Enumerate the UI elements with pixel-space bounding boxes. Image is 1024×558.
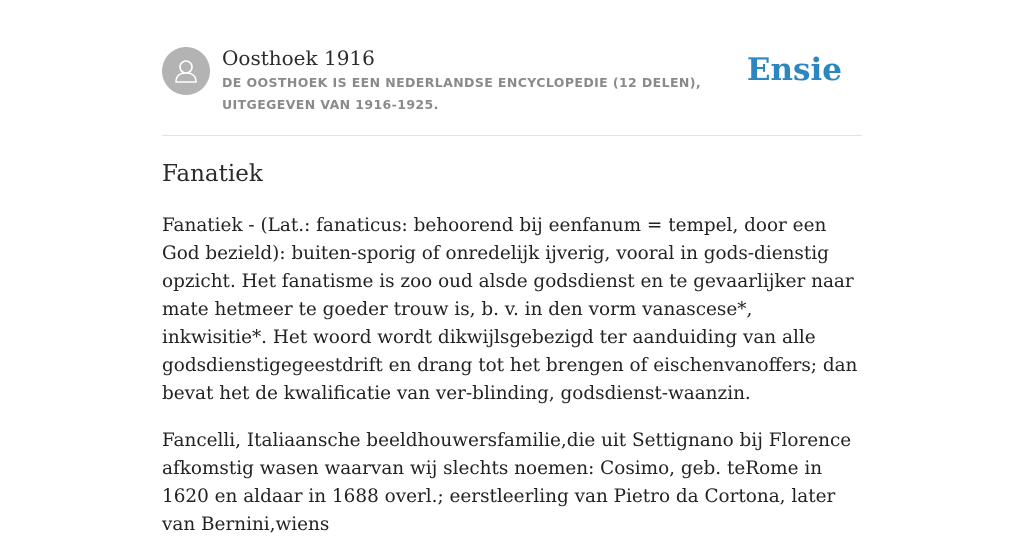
article: [162, 156, 862, 558]
source-header: [162, 46, 862, 116]
brand-logo[interactable]: Ensie: [746, 52, 842, 88]
article-paragraph: Fanatiek - (Lat.: fanaticus: behoorend bij eenfanum = tempel, door een God bezield): buiten-sporig of onredelijk ijverig, vooral in gods-dienstig opzicht. Het fanatisme is zoo oud alsde godsdienst en te gevaarlijker naar mate hetmeer te goeder trouw is, b. v. in den vorm vanascese*, inkwisitie*. Het woord wordt dikwijlsgebezigd ter aanduiding van alle godsdienstigegeestdrift en drang tot het brengen of eischenvanoffers; dan bevat het de kwalificatie van ver-blinding, godsdienst-waanzin.: [162, 215, 858, 404]
source-title[interactable]: Oosthoek 1916: [222, 46, 375, 70]
user-silhouette-icon: [162, 47, 210, 95]
article-paragraph: Fancelli, Italiaansche beeldhouwersfamilie,die uit Settignano bij Florence afkomstig wasen waarvan wij slechts noemen: Cosimo, geb. teRome in 1620 en aldaar in 1688 overl.; eerstleerling van Pietro da Cortona, later van Bernini,wiens: [162, 430, 852, 535]
article-title: Fanatiek: [162, 161, 263, 187]
avatar[interactable]: [162, 47, 210, 95]
header-divider: [162, 135, 862, 136]
source-description: DE OOSTHOEK IS EEN NEDERLANDSE ENCYCLOPEDIE (12 DELEN), UITGEGEVEN VAN 1916-1925.: [222, 75, 702, 112]
